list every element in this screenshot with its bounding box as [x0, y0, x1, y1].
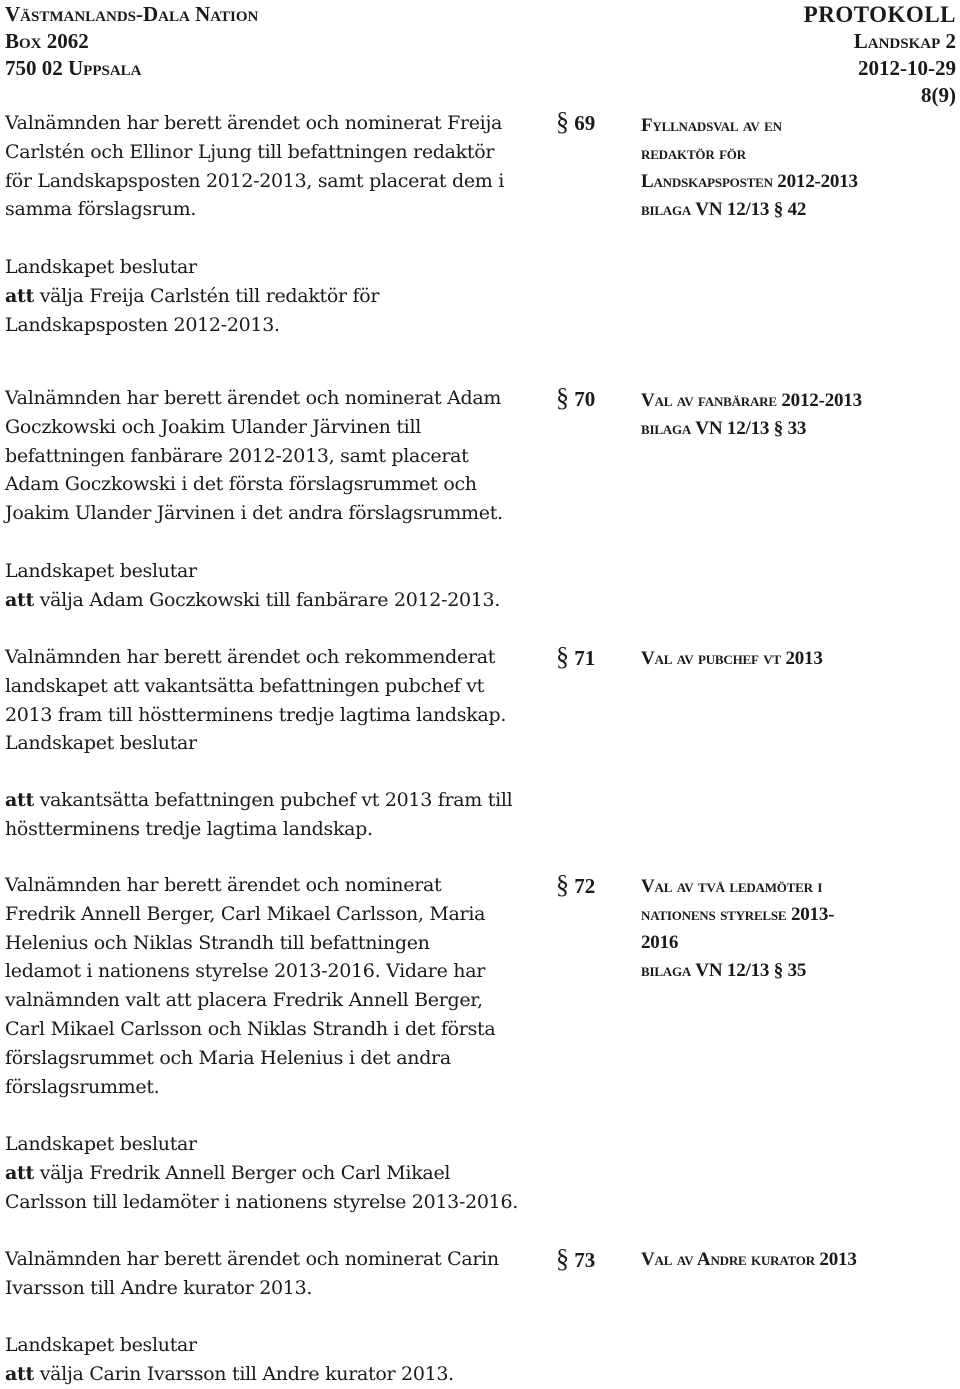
- paragraph-73: Valnämnden har berett ärendet och nominerat Carin Ivarsson till Andre kurator 2013.: [5, 1248, 499, 1299]
- section-number-69: § 69: [556, 107, 596, 136]
- subject-label-72: Val av två ledamöter i nationens styrelse 2013- 2016 bilaga VN 12/13 § 35: [641, 876, 835, 981]
- section-number-72: § 72: [556, 870, 596, 899]
- paragraph-72: Valnämnden har berett ärendet och nominerat Fredrik Annell Berger, Carl Mikael Carlsson, Maria Helenius och Niklas Strandh till befattningen ledamot i nationens styrelse 2013-2016. Vidare har valnämnden valt att placera Fredrik Annell Berger, Carl Mikael Carlsson och Niklas Strandh i det första förslagsrummet och Maria Helenius i det andra förslagsrummet.: [5, 874, 496, 1098]
- subject-label-71: Val av pubchef vt 2013: [641, 648, 823, 669]
- meeting-date: 2012-10-29: [858, 56, 956, 80]
- decision-69: Landskapet beslutar att välja Freija Carlstén till redaktör för Landskapsposten 2012-2013.: [5, 256, 380, 336]
- section-number-71: § 71: [556, 642, 596, 671]
- decision-73: Landskapet beslutar att välja Carin Ivarsson till Andre kurator 2013.: [5, 1334, 454, 1385]
- decision-70: Landskapet beslutar att välja Adam Goczkowski till fanbärare 2012-2013.: [5, 560, 501, 611]
- protocol-header: [804, 1, 956, 109]
- paragraph-text: Valnämnden har berett ärendet och nominerat Freija Carlstén och Ellinor Ljung till befattningen redaktör för Landskapsposten 2012-2013, samt placerat dem i samma förslagsrum.: [5, 112, 505, 221]
- subject-label-70: Val av fanbärare 2012-2013 bilaga VN 12/13 § 33: [641, 390, 862, 439]
- paragraph-69: [5, 109, 555, 224]
- paragraph-70: Valnämnden har berett ärendet och nominerat Adam Goczkowski och Joakim Ulander Järvinen till befattningen fanbärare 2012-2013, samt placerat Adam Goczkowski i det första förslagsrummet och Joakim Ulander Järvinen i det andra förslagsrummet.: [5, 387, 503, 525]
- page-number: 8(9): [921, 83, 956, 107]
- subject-label-69: Fyllnadsval av en redaktör för Landskapsposten 2012-2013 bilaga VN 12/13 § 42: [641, 115, 858, 220]
- protocol-title: PROTOKOLL: [803, 2, 956, 27]
- box-address: Box 2062: [5, 29, 89, 53]
- paragraph-71: Valnämnden har berett ärendet och rekommenderat landskapet att vakantsätta befattningen pubchef vt 2013 fram till höstterminens tredje lagtima landskap. Landskapet beslutar: [5, 646, 507, 755]
- subject-label-73: Val av Andre kurator 2013: [641, 1249, 857, 1270]
- section-number-70: § 70: [556, 383, 596, 412]
- decision-lead: Landskapet beslutar: [5, 256, 197, 278]
- section-number-73: § 73: [556, 1244, 596, 1273]
- decision-72: Landskapet beslutar att välja Fredrik Annell Berger och Carl Mikael Carlsson till ledamöter i nationens styrelse 2013-2016.: [5, 1133, 518, 1213]
- postal-address: 750 02 Uppsala: [5, 56, 142, 80]
- nation-name: Västmanlands-Dala Nation: [5, 2, 259, 26]
- nation-address: [5, 1, 258, 82]
- meeting-name: Landskap 2: [853, 29, 956, 53]
- decision-71: att vakantsätta befattningen pubchef vt 2013 fram till höstterminens tredje lagtima landskap.: [5, 789, 513, 840]
